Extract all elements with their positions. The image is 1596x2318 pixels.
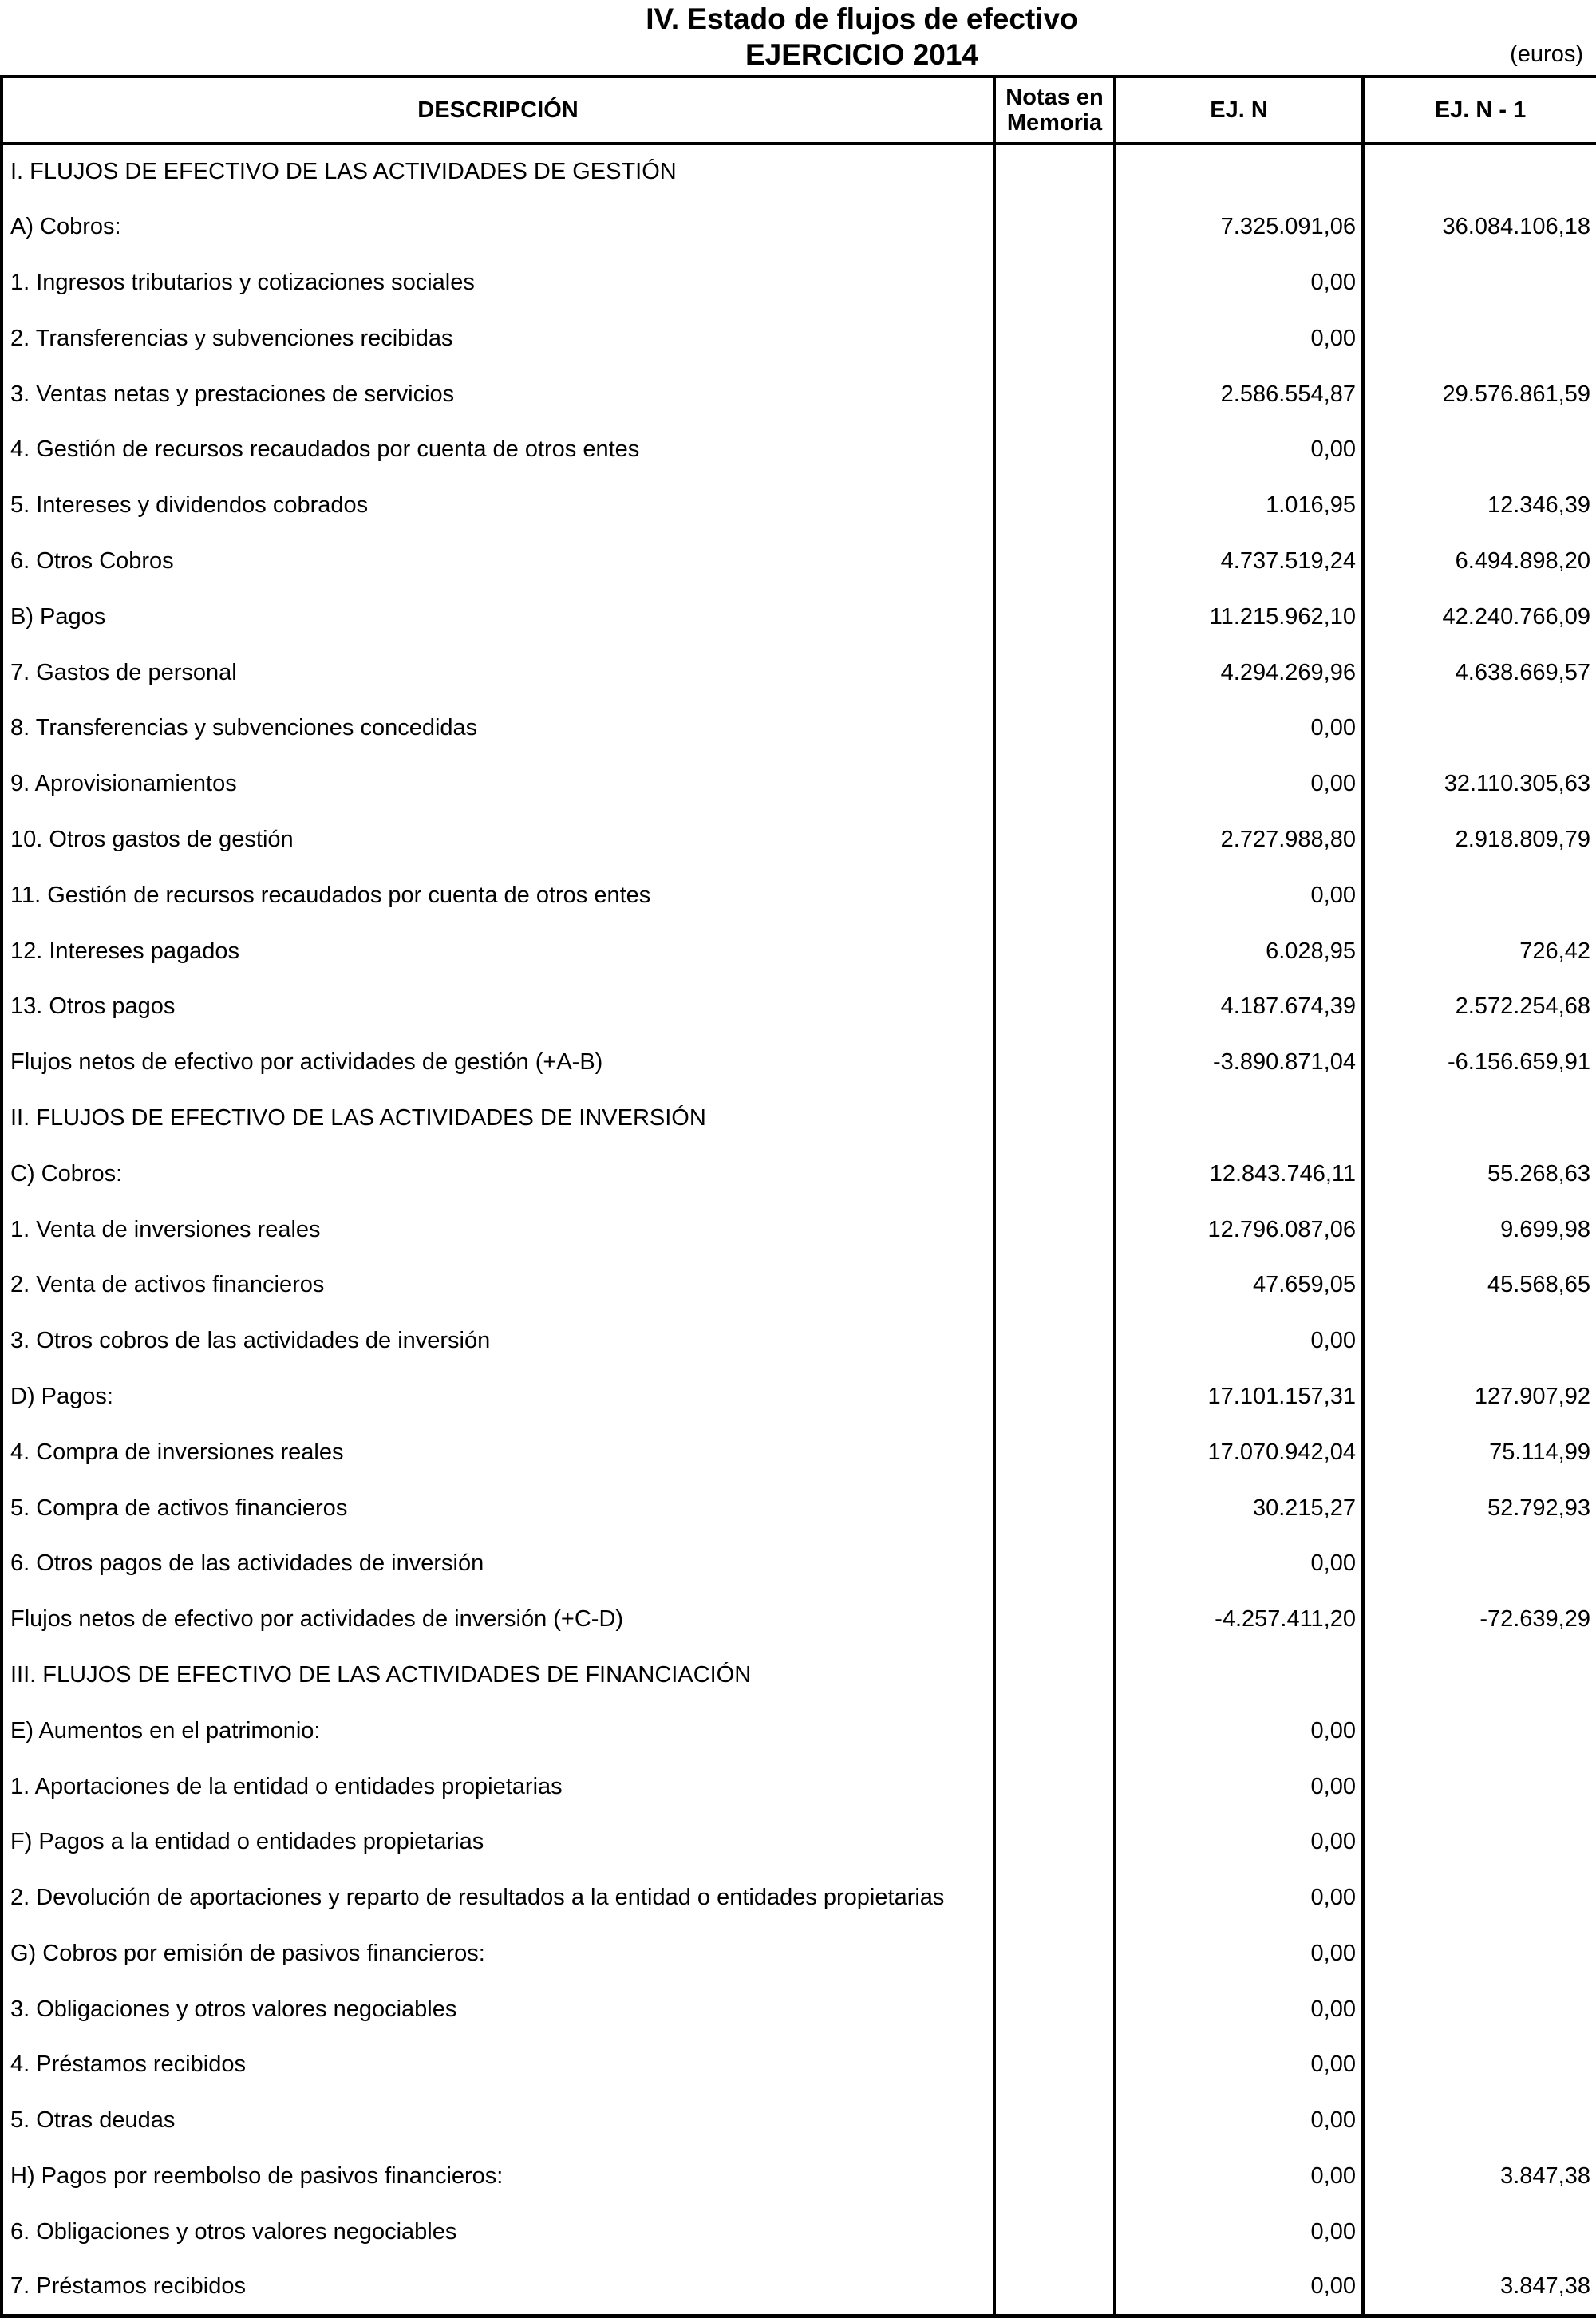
cash-flow-table [0, 75, 1596, 2318]
row-description: 5. Otras deudas [2, 2093, 994, 2149]
row-notes [994, 1648, 1115, 1704]
row-notes [994, 812, 1115, 868]
row-notes [994, 1926, 1115, 1982]
row-value-current-year: 7.325.091,06 [1115, 199, 1363, 255]
table-row [2, 923, 1596, 979]
row-notes [994, 1981, 1115, 2037]
row-value-previous-year: -6.156.659,91 [1363, 1035, 1596, 1091]
row-notes [994, 2149, 1115, 2205]
row-value-current-year: 1.016,95 [1115, 478, 1363, 534]
row-notes [994, 422, 1115, 478]
table-row [2, 2149, 1596, 2205]
row-value-current-year: 0,00 [1115, 756, 1363, 812]
row-value-previous-year: 52.792,93 [1363, 1480, 1596, 1536]
row-value-current-year: 0,00 [1115, 422, 1363, 478]
row-value-current-year [1115, 1648, 1363, 1704]
row-value-previous-year: 45.568,65 [1363, 1258, 1596, 1313]
row-value-current-year: 4.737.519,24 [1115, 534, 1363, 590]
row-description: 3. Ventas netas y prestaciones de servicios [2, 366, 994, 422]
row-notes [994, 310, 1115, 366]
table-row [2, 1035, 1596, 1091]
row-value-previous-year: 4.638.669,57 [1363, 645, 1596, 701]
row-value-current-year: 0,00 [1115, 2093, 1363, 2149]
table-row [2, 144, 1596, 199]
table-row [2, 867, 1596, 923]
table-row [2, 422, 1596, 478]
row-notes [994, 1815, 1115, 1870]
row-value-previous-year [1363, 1313, 1596, 1369]
table-row [2, 1536, 1596, 1592]
row-value-current-year: -3.890.871,04 [1115, 1035, 1363, 1091]
row-notes [994, 1313, 1115, 1369]
row-value-current-year: 0,00 [1115, 1313, 1363, 1369]
row-value-current-year: 30.215,27 [1115, 1480, 1363, 1536]
row-description: III. FLUJOS DE EFECTIVO DE LAS ACTIVIDADES DE FINANCIACIÓN [2, 1648, 994, 1704]
column-header-notes-line1: Notas en [1005, 85, 1104, 110]
row-value-current-year: 0,00 [1115, 1926, 1363, 1982]
row-value-current-year: 17.101.157,31 [1115, 1369, 1363, 1425]
column-header-notes-line2: Memoria [1006, 110, 1103, 136]
table-row [2, 478, 1596, 534]
row-description: 3. Otros cobros de las actividades de inversión [2, 1313, 994, 1369]
row-value-previous-year [1363, 867, 1596, 923]
row-description: 11. Gestión de recursos recaudados por cuenta de otros entes [2, 867, 994, 923]
row-description: II. FLUJOS DE EFECTIVO DE LAS ACTIVIDADES DE INVERSIÓN [2, 1091, 994, 1147]
row-value-previous-year [1363, 2037, 1596, 2093]
table-row [2, 812, 1596, 868]
row-notes [994, 1592, 1115, 1648]
row-value-current-year: 0,00 [1115, 1759, 1363, 1815]
row-description: 6. Obligaciones y otros valores negociables [2, 2204, 994, 2260]
row-value-previous-year [1363, 1703, 1596, 1759]
currency-units-label: (euros) [1510, 41, 1583, 67]
row-notes [994, 478, 1115, 534]
row-value-previous-year [1363, 1870, 1596, 1926]
table-row [2, 1592, 1596, 1648]
row-value-current-year: -4.257.411,20 [1115, 1592, 1363, 1648]
row-notes [994, 867, 1115, 923]
row-notes [994, 1870, 1115, 1926]
row-value-previous-year: 2.918.809,79 [1363, 812, 1596, 868]
table-row [2, 979, 1596, 1035]
row-description: Flujos netos de efectivo por actividades de inversión (+C-D) [2, 1592, 994, 1648]
row-value-current-year: 0,00 [1115, 2037, 1363, 2093]
column-header-notes [994, 77, 1115, 144]
row-description: 2. Venta de activos financieros [2, 1258, 994, 1313]
row-value-previous-year: 6.494.898,20 [1363, 534, 1596, 590]
column-header-current-year: EJ. N [1115, 77, 1363, 144]
row-description: 4. Préstamos recibidos [2, 2037, 994, 2093]
row-description: 6. Otros Cobros [2, 534, 994, 590]
row-notes [994, 199, 1115, 255]
column-header-previous-year: EJ. N - 1 [1363, 77, 1596, 144]
row-description: 1. Ingresos tributarios y cotizaciones sociales [2, 255, 994, 311]
row-value-current-year: 0,00 [1115, 701, 1363, 756]
row-value-previous-year: 3.847,38 [1363, 2149, 1596, 2205]
page-title: IV. Estado de flujos de efectivo [646, 2, 1078, 35]
row-description: 1. Aportaciones de la entidad o entidades propietarias [2, 1759, 994, 1815]
row-description: H) Pagos por reembolso de pasivos financieros: [2, 2149, 994, 2205]
row-value-previous-year: 29.576.861,59 [1363, 366, 1596, 422]
row-description: 5. Intereses y dividendos cobrados [2, 478, 994, 534]
row-value-previous-year: 36.084.106,18 [1363, 199, 1596, 255]
row-description: E) Aumentos en el patrimonio: [2, 1703, 994, 1759]
row-notes [994, 1369, 1115, 1425]
row-value-previous-year: 2.572.254,68 [1363, 979, 1596, 1035]
table-row [2, 1369, 1596, 1425]
row-description: A) Cobros: [2, 199, 994, 255]
row-value-current-year: 12.843.746,11 [1115, 1146, 1363, 1202]
table-row [2, 756, 1596, 812]
table-row [2, 1648, 1596, 1704]
table-row [2, 1313, 1596, 1369]
table-body [2, 144, 1596, 2316]
row-value-previous-year: 32.110.305,63 [1363, 756, 1596, 812]
row-notes [994, 1703, 1115, 1759]
table-row [2, 310, 1596, 366]
row-value-current-year: 0,00 [1115, 1536, 1363, 1592]
row-notes [994, 979, 1115, 1035]
row-value-current-year: 0,00 [1115, 2149, 1363, 2205]
row-notes [994, 589, 1115, 645]
row-value-previous-year [1363, 1091, 1596, 1147]
row-notes [994, 1258, 1115, 1313]
row-notes [994, 1091, 1115, 1147]
row-description: 8. Transferencias y subvenciones concedidas [2, 701, 994, 756]
row-notes [994, 701, 1115, 756]
table-row [2, 1424, 1596, 1480]
row-description: 12. Intereses pagados [2, 923, 994, 979]
table-row [2, 1091, 1596, 1147]
table-row [2, 2037, 1596, 2093]
row-description: D) Pagos: [2, 1369, 994, 1425]
row-value-previous-year [1363, 255, 1596, 311]
row-notes [994, 2093, 1115, 2149]
row-value-previous-year: 3.847,38 [1363, 2260, 1596, 2316]
table-row [2, 1759, 1596, 1815]
row-value-previous-year [1363, 1648, 1596, 1704]
row-notes [994, 756, 1115, 812]
row-value-previous-year [1363, 144, 1596, 199]
table-row [2, 1146, 1596, 1202]
row-description: 5. Compra de activos financieros [2, 1480, 994, 1536]
row-description: 1. Venta de inversiones reales [2, 1202, 994, 1258]
table-row [2, 2204, 1596, 2260]
table-row [2, 1926, 1596, 1982]
row-description: B) Pagos [2, 589, 994, 645]
table-row [2, 366, 1596, 422]
row-description: 2. Devolución de aportaciones y reparto de resultados a la entidad o entidades propietarias [2, 1870, 994, 1926]
row-value-current-year: 0,00 [1115, 1981, 1363, 2037]
row-notes [994, 1424, 1115, 1480]
fiscal-year-subtitle: EJERCICIO 2014 [745, 38, 979, 71]
row-value-current-year: 0,00 [1115, 1703, 1363, 1759]
table-row [2, 255, 1596, 311]
row-value-previous-year: -72.639,29 [1363, 1592, 1596, 1648]
row-value-current-year [1115, 144, 1363, 199]
row-notes [994, 144, 1115, 199]
row-value-current-year: 17.070.942,04 [1115, 1424, 1363, 1480]
row-description: 10. Otros gastos de gestión [2, 812, 994, 868]
table-row [2, 1703, 1596, 1759]
row-notes [994, 2037, 1115, 2093]
row-notes [994, 1480, 1115, 1536]
table-row [2, 645, 1596, 701]
row-value-current-year: 47.659,05 [1115, 1258, 1363, 1313]
row-description: 4. Gestión de recursos recaudados por cuenta de otros entes [2, 422, 994, 478]
row-description: Flujos netos de efectivo por actividades de gestión (+A-B) [2, 1035, 994, 1091]
row-description: F) Pagos a la entidad o entidades propietarias [2, 1815, 994, 1870]
table-row [2, 1480, 1596, 1536]
row-notes [994, 1536, 1115, 1592]
table-row [2, 534, 1596, 590]
row-value-previous-year [1363, 422, 1596, 478]
row-value-current-year: 0,00 [1115, 2204, 1363, 2260]
row-notes [994, 1202, 1115, 1258]
table-row [2, 2093, 1596, 2149]
row-value-current-year: 0,00 [1115, 1815, 1363, 1870]
row-description: 13. Otros pagos [2, 979, 994, 1035]
row-notes [994, 366, 1115, 422]
row-value-current-year: 12.796.087,06 [1115, 1202, 1363, 1258]
row-value-current-year: 2.586.554,87 [1115, 366, 1363, 422]
row-value-current-year: 0,00 [1115, 255, 1363, 311]
row-notes [994, 1146, 1115, 1202]
row-value-previous-year [1363, 310, 1596, 366]
row-notes [994, 255, 1115, 311]
column-header-description: DESCRIPCIÓN [2, 77, 994, 144]
table-header-row [2, 77, 1596, 144]
row-value-previous-year [1363, 701, 1596, 756]
row-value-previous-year: 42.240.766,09 [1363, 589, 1596, 645]
table-row [2, 1981, 1596, 2037]
row-description: 7. Gastos de personal [2, 645, 994, 701]
row-value-current-year: 2.727.988,80 [1115, 812, 1363, 868]
row-value-previous-year: 726,42 [1363, 923, 1596, 979]
row-value-previous-year [1363, 1815, 1596, 1870]
row-value-previous-year: 55.268,63 [1363, 1146, 1596, 1202]
row-value-current-year: 0,00 [1115, 867, 1363, 923]
row-description: 4. Compra de inversiones reales [2, 1424, 994, 1480]
row-value-current-year: 0,00 [1115, 1870, 1363, 1926]
row-value-current-year: 4.294.269,96 [1115, 645, 1363, 701]
row-description: I. FLUJOS DE EFECTIVO DE LAS ACTIVIDADES DE GESTIÓN [2, 144, 994, 199]
row-description: G) Cobros por emisión de pasivos financieros: [2, 1926, 994, 1982]
table-row [2, 2260, 1596, 2316]
row-value-previous-year [1363, 2204, 1596, 2260]
row-description: 6. Otros pagos de las actividades de inversión [2, 1536, 994, 1592]
row-description: 3. Obligaciones y otros valores negociables [2, 1981, 994, 2037]
row-notes [994, 2260, 1115, 2316]
row-value-previous-year [1363, 1981, 1596, 2037]
row-value-previous-year [1363, 2093, 1596, 2149]
row-description: 7. Préstamos recibidos [2, 2260, 994, 2316]
row-notes [994, 2204, 1115, 2260]
table-row [2, 1870, 1596, 1926]
table-row [2, 1815, 1596, 1870]
table-row [2, 589, 1596, 645]
row-description: 9. Aprovisionamientos [2, 756, 994, 812]
row-value-current-year: 6.028,95 [1115, 923, 1363, 979]
row-notes [994, 645, 1115, 701]
row-notes [994, 534, 1115, 590]
row-value-current-year: 11.215.962,10 [1115, 589, 1363, 645]
table-row [2, 1258, 1596, 1313]
row-value-current-year: 0,00 [1115, 2260, 1363, 2316]
row-value-previous-year: 9.699,98 [1363, 1202, 1596, 1258]
table-row [2, 1202, 1596, 1258]
row-value-previous-year [1363, 1759, 1596, 1815]
row-value-previous-year: 127.907,92 [1363, 1369, 1596, 1425]
table-row [2, 199, 1596, 255]
row-notes [994, 923, 1115, 979]
row-value-previous-year: 75.114,99 [1363, 1424, 1596, 1480]
row-description: 2. Transferencias y subvenciones recibidas [2, 310, 994, 366]
row-description: C) Cobros: [2, 1146, 994, 1202]
row-notes [994, 1035, 1115, 1091]
row-notes [994, 1759, 1115, 1815]
row-value-current-year: 4.187.674,39 [1115, 979, 1363, 1035]
row-value-previous-year [1363, 1536, 1596, 1592]
row-value-previous-year [1363, 1926, 1596, 1982]
row-value-current-year [1115, 1091, 1363, 1147]
row-value-current-year: 0,00 [1115, 310, 1363, 366]
table-row [2, 701, 1596, 756]
row-value-previous-year: 12.346,39 [1363, 478, 1596, 534]
